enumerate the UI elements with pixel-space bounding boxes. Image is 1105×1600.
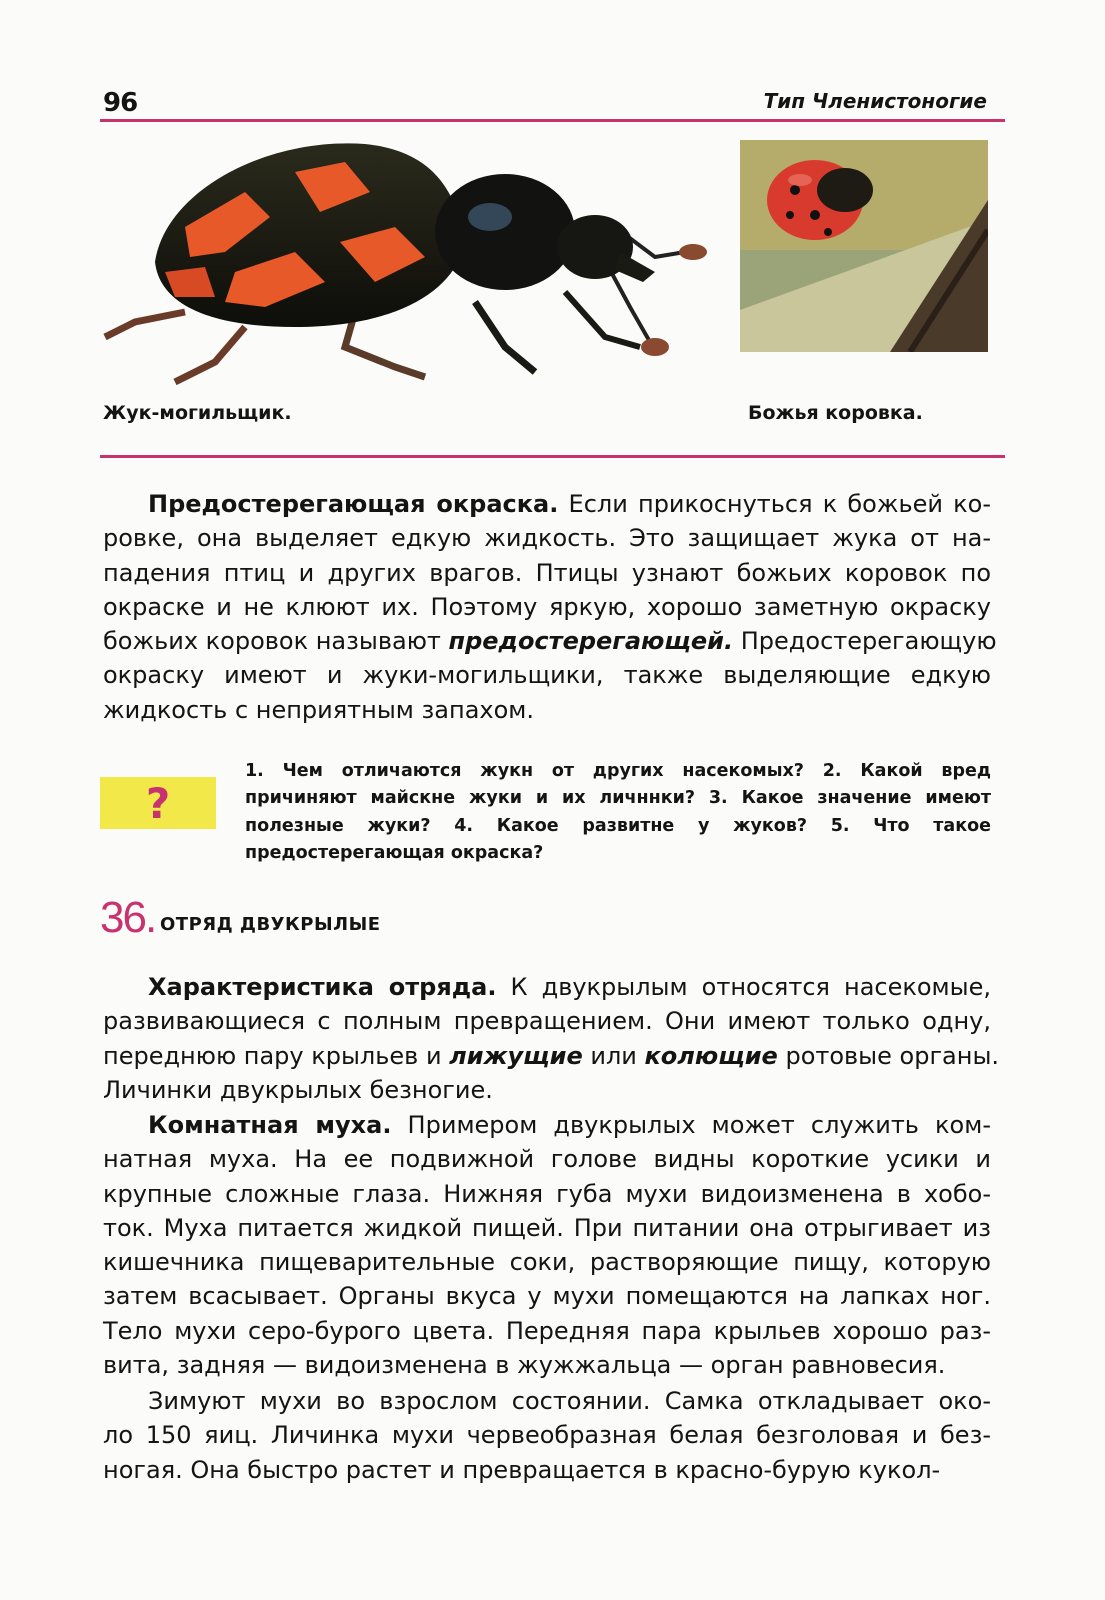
text-line: переднюю пару крыльев и лижущие или колющие ротовые органы. [103, 1041, 1000, 1070]
paragraph-wintering [103, 1384, 991, 1487]
text-line: Тело мухи серо-бурого цвета. Передняя пара крыльев хорошо раз- [103, 1316, 991, 1345]
page-number: 96 [103, 88, 138, 118]
text-line: Личинки двукрылых безногие. [103, 1075, 493, 1104]
running-head: Тип Членистоногие [763, 89, 987, 113]
text-line: ногая. Она быстро растет и превращается в красно-бурую кукол- [103, 1455, 941, 1484]
text-line: ло 150 яиц. Личинка мухи червеобразная белая безголовая и без- [103, 1421, 991, 1450]
paragraph-lead: Комнатная муха. [148, 1111, 392, 1139]
paragraph-lead: Предостерегающая окраска. [148, 490, 559, 518]
figure-bottom-rule [100, 455, 1005, 458]
ladybug-photo [740, 140, 988, 352]
text-line: Комнатная муха. Примером двукрылых может служить ком- [148, 1111, 991, 1139]
paragraph-house-fly [103, 1108, 991, 1382]
beetle-caption: Жук-могильщик. [103, 402, 292, 424]
text-line: затем всасывает. Органы вкуса у мухи помещаются на лапках ног. [103, 1282, 991, 1311]
text-line: жидкость с неприятным запахом. [103, 695, 535, 724]
paragraph-lead: Характеристика отряда. [148, 973, 497, 1001]
text-line: вита, задняя — видоизменена в жужжальца — орган равновесия. [103, 1351, 946, 1380]
burying-beetle-illustration [95, 132, 725, 402]
emphasis-term: лижущие [449, 1041, 583, 1070]
text-line: Характеристика отряда. К двукрылым относятся насекомые, [148, 973, 991, 1001]
text-line: ровке, она выделяет едкую жидкость. Это защищает жука от на- [103, 524, 991, 553]
text-line: падения птиц и других врагов. Птицы узнают божьих коровок по [103, 558, 991, 587]
paragraph-warning-coloration [103, 487, 997, 727]
text-line: ток. Муха питается жидкой пищей. При питании она отрыгивает из [103, 1213, 991, 1242]
emphasis-term: предостерегающей. [448, 627, 734, 656]
question-mark-icon: ? [145, 779, 171, 828]
emphasis-term: колющие [644, 1041, 778, 1070]
top-rule [100, 119, 1005, 122]
text-line: окраске и не клюют их. Поэтому яркую, хорошо заметную окраску [103, 592, 991, 621]
text-line: Зимуют мухи во взрослом состоянии. Самка откладывает око- [148, 1387, 991, 1415]
text-line: натная муха. На ее подвижной голове видны короткие усики и [103, 1145, 991, 1174]
section-title: ОТРЯД ДВУКРЫЛЫЕ [160, 914, 381, 935]
review-questions: 1. Чем отличаются жукн от других насекомых? 2. Какой вред причиняют майскне жуки и их личннки? 3. Какое значение имеют полезные жуки? 4. Какое развитне у жуков? 5. Что такое предостерегающая окраска? [245, 761, 991, 863]
text-line: развивающиеся с полным превращением. Они имеют только одну, [103, 1007, 991, 1036]
text-line: кишечника пищеварительные соки, растворяющие пищу, которую [103, 1248, 991, 1277]
section-number: 36. [100, 893, 156, 942]
text-line: Предостерегающая окраска. Если прикоснуться к божьей ко- [148, 490, 991, 518]
paragraph-order-characteristics [103, 970, 1000, 1107]
text-line: божьих коровок называют предостерегающей. Предостерегающую [103, 627, 997, 656]
text-line: окраску имеют и жуки-могильщики, также выделяющие едкую [103, 661, 991, 690]
ladybug-caption: Божья коровка. [748, 402, 923, 424]
text-line: крупные сложные глаза. Нижняя губа мухи видоизменена в хобо- [103, 1179, 991, 1208]
